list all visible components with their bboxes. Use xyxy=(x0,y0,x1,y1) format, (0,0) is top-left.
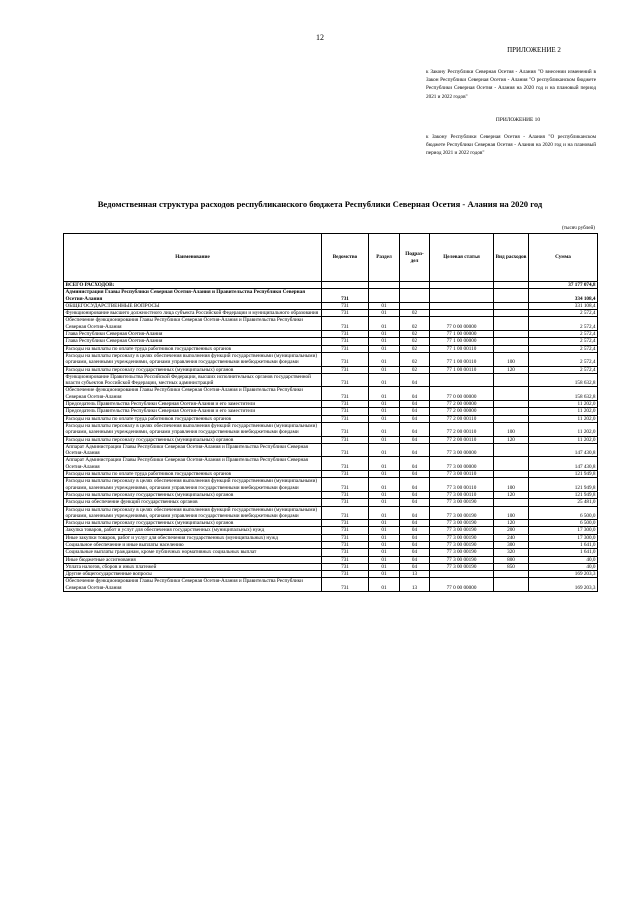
cell-name: Расходы на обеспечение функций государственных органов xyxy=(64,499,322,506)
cell-subsection: 04 xyxy=(400,387,430,401)
table-row xyxy=(64,436,598,443)
cell-subsection xyxy=(400,302,430,309)
cell-amount: 121 949,8 xyxy=(529,478,598,492)
cell-amount: 147 430,8 xyxy=(529,443,598,457)
cell-expense-type xyxy=(494,415,529,422)
cell-subsection: 04 xyxy=(400,556,430,563)
cell-target-article: 77 3 00 00190 xyxy=(430,556,494,563)
cell-subsection: 02 xyxy=(400,366,430,373)
cell-amount: 121 949,8 xyxy=(529,471,598,478)
table-row xyxy=(64,541,598,548)
cell-target-article xyxy=(430,373,494,387)
cell-expense-type: 100 xyxy=(494,422,529,436)
table-row xyxy=(64,478,598,492)
cell-name: Аппарат Администрации Главы Республики Северная Осетия-Алания и Правительства Республики Северная Осетия-Алания xyxy=(64,443,322,457)
cell-department: 731 xyxy=(322,338,369,345)
appendix-note-budget-law: к Закону Республики Северная Осетия - Алания "О республиканском бюджете Республики Северная Осетия - Алания на 2020 год и на плановый период 2021 и 2022 годов" xyxy=(426,134,596,157)
header-department: Ведомство xyxy=(322,234,369,282)
cell-subsection: 04 xyxy=(400,401,430,408)
cell-amount: 1 641,0 xyxy=(529,541,598,548)
cell-subsection: 02 xyxy=(400,331,430,338)
cell-department: 731 xyxy=(322,289,369,303)
cell-target-article xyxy=(430,282,494,289)
cell-department: 731 xyxy=(322,571,369,578)
cell-section: 01 xyxy=(369,571,400,578)
table-row xyxy=(64,302,598,309)
cell-amount: 2 572,4 xyxy=(529,352,598,366)
cell-amount: 11 202,0 xyxy=(529,415,598,422)
cell-department: 731 xyxy=(322,401,369,408)
cell-name: Председатель Правительства Республики Северная Осетия-Алания и его заместители xyxy=(64,408,322,415)
cell-amount: 17 300,0 xyxy=(529,527,598,534)
cell-section: 01 xyxy=(369,302,400,309)
cell-amount: 6 500,0 xyxy=(529,520,598,527)
cell-name: Расходы на выплаты по оплате труда работников государственных органов xyxy=(64,415,322,422)
cell-subsection: 04 xyxy=(400,491,430,498)
cell-department: 731 xyxy=(322,387,369,401)
cell-name: Функционирование высшего должностного лица субъекта Российской Федерации и муниципального образования xyxy=(64,310,322,317)
cell-department: 731 xyxy=(322,415,369,422)
cell-target-article: 77 2 00 00110 xyxy=(430,436,494,443)
cell-name: Обеспечение функционирования Главы Республики Северная Осетия-Алания и Правительства Республики Северная Осетия-Алания xyxy=(64,317,322,331)
cell-amount: 2 572,4 xyxy=(529,345,598,352)
cell-name: Иные бюджетные ассигнования xyxy=(64,556,322,563)
cell-expense-type xyxy=(494,338,529,345)
table-row xyxy=(64,289,598,303)
cell-name: Обеспечение функционирования Главы Республики Северная Осетия-Алания и Правительства Республики Северная Осетия-Алания xyxy=(64,387,322,401)
table-row xyxy=(64,571,598,578)
appendix-subtitle: ПРИЛОЖЕНИЕ 10 xyxy=(495,117,541,123)
cell-section: 01 xyxy=(369,422,400,436)
cell-target-article: 77 1 00 00110 xyxy=(430,352,494,366)
cell-department: 731 xyxy=(322,310,369,317)
table-row xyxy=(64,373,598,387)
cell-subsection: 02 xyxy=(400,352,430,366)
cell-target-article: 77 3 00 00190 xyxy=(430,499,494,506)
cell-section: 01 xyxy=(369,471,400,478)
table-row xyxy=(64,534,598,541)
cell-name: Уплата налогов, сборов и иных платежей xyxy=(64,563,322,570)
cell-subsection: 04 xyxy=(400,499,430,506)
cell-section: 01 xyxy=(369,491,400,498)
appendix-title: ПРИЛОЖЕНИЕ 2 xyxy=(507,46,561,54)
cell-amount: 331 108,4 xyxy=(529,302,598,309)
cell-section: 01 xyxy=(369,436,400,443)
cell-expense-type xyxy=(494,373,529,387)
cell-subsection: 04 xyxy=(400,534,430,541)
cell-expense-type xyxy=(494,289,529,303)
cell-amount: 169 203,3 xyxy=(529,571,598,578)
cell-subsection: 04 xyxy=(400,408,430,415)
cell-section xyxy=(369,282,400,289)
budget-table xyxy=(63,233,598,592)
cell-section: 01 xyxy=(369,408,400,415)
cell-expense-type xyxy=(494,578,529,592)
cell-name: Иные закупки товаров, работ и услуг для обеспечения государственных (муниципальных) нужд xyxy=(64,534,322,541)
cell-expense-type xyxy=(494,457,529,471)
cell-amount: 2 572,4 xyxy=(529,366,598,373)
cell-expense-type xyxy=(494,310,529,317)
table-row xyxy=(64,556,598,563)
table-body xyxy=(64,282,598,592)
cell-department: 731 xyxy=(322,366,369,373)
table-header-row xyxy=(64,234,598,282)
cell-department: 731 xyxy=(322,317,369,331)
cell-name: Расходы на выплаты персоналу в целях обеспечения выполнения функций государственными (муниципальными) органами, казенными учреждениями, органами управления государственными внебюджетными фондами xyxy=(64,352,322,366)
cell-amount: 158 632,8 xyxy=(529,387,598,401)
cell-department: 731 xyxy=(322,478,369,492)
cell-department: 731 xyxy=(322,534,369,541)
cell-section: 01 xyxy=(369,541,400,548)
cell-amount: 2 572,4 xyxy=(529,338,598,345)
cell-target-article: 77 3 00 00190 xyxy=(430,527,494,534)
cell-expense-type: 850 xyxy=(494,563,529,570)
cell-subsection: 04 xyxy=(400,443,430,457)
cell-subsection: 04 xyxy=(400,415,430,422)
table-row xyxy=(64,457,598,471)
cell-subsection xyxy=(400,282,430,289)
cell-section: 01 xyxy=(369,457,400,471)
cell-subsection: 02 xyxy=(400,310,430,317)
cell-amount: 40,0 xyxy=(529,563,598,570)
cell-subsection: 04 xyxy=(400,506,430,520)
cell-subsection: 04 xyxy=(400,422,430,436)
cell-name: Расходы на выплаты персоналу государственных (муниципальных) органов xyxy=(64,491,322,498)
cell-expense-type xyxy=(494,302,529,309)
table-row xyxy=(64,345,598,352)
table-row xyxy=(64,471,598,478)
cell-department: 731 xyxy=(322,549,369,556)
table-row xyxy=(64,387,598,401)
cell-section: 01 xyxy=(369,352,400,366)
cell-amount: 1 641,0 xyxy=(529,549,598,556)
cell-department xyxy=(322,282,369,289)
cell-amount: 11 202,0 xyxy=(529,408,598,415)
cell-section: 01 xyxy=(369,415,400,422)
table-row xyxy=(64,338,598,345)
cell-amount: 11 202,0 xyxy=(529,422,598,436)
cell-subsection: 13 xyxy=(400,578,430,592)
table-row xyxy=(64,563,598,570)
cell-subsection: 04 xyxy=(400,520,430,527)
cell-department: 731 xyxy=(322,578,369,592)
cell-section: 01 xyxy=(369,578,400,592)
cell-name: Расходы на выплаты по оплате труда работников государственных органов xyxy=(64,471,322,478)
cell-amount: 169 203,3 xyxy=(529,578,598,592)
cell-target-article: 77 2 00 00110 xyxy=(430,422,494,436)
cell-department: 731 xyxy=(322,491,369,498)
cell-expense-type xyxy=(494,317,529,331)
cell-target-article: 77 2 00 00000 xyxy=(430,401,494,408)
cell-target-article: 77 3 00 00190 xyxy=(430,563,494,570)
cell-name: Социальное обеспечение и иные выплаты населению xyxy=(64,541,322,548)
cell-expense-type: 240 xyxy=(494,534,529,541)
cell-section: 01 xyxy=(369,549,400,556)
table-row xyxy=(64,443,598,457)
cell-section: 01 xyxy=(369,556,400,563)
cell-expense-type: 100 xyxy=(494,478,529,492)
cell-name: Аппарат Администрации Главы Республики Северная Осетия-Алания и Правительства Республики Северная Осетия-Алания xyxy=(64,457,322,471)
table-row xyxy=(64,527,598,534)
cell-section: 01 xyxy=(369,506,400,520)
cell-amount: 37 177 074,8 xyxy=(529,282,598,289)
cell-department: 731 xyxy=(322,302,369,309)
cell-section: 01 xyxy=(369,317,400,331)
header-expense-type: Вид расходов xyxy=(494,234,529,282)
table-row xyxy=(64,520,598,527)
table-row xyxy=(64,506,598,520)
cell-amount: 11 202,0 xyxy=(529,401,598,408)
cell-section: 01 xyxy=(369,443,400,457)
cell-section: 01 xyxy=(369,331,400,338)
cell-subsection: 04 xyxy=(400,471,430,478)
cell-name: Обеспечение функционирования Главы Республики Северная Осетия-Алания и Правительства Республики Северная Осетия-Алания xyxy=(64,578,322,592)
cell-section: 01 xyxy=(369,534,400,541)
header-amount: Сумма xyxy=(529,234,598,282)
table-row xyxy=(64,422,598,436)
cell-target-article: 77 3 00 00190 xyxy=(430,534,494,541)
cell-department: 731 xyxy=(322,352,369,366)
cell-target-article: 77 3 00 00190 xyxy=(430,541,494,548)
table-row xyxy=(64,499,598,506)
cell-department: 731 xyxy=(322,471,369,478)
cell-target-article: 77 1 00 00000 xyxy=(430,331,494,338)
cell-department: 731 xyxy=(322,436,369,443)
cell-expense-type: 100 xyxy=(494,352,529,366)
cell-name: Администрация Главы Республики Северная Осетия-Алания и Правительства Республики Северная Осетия-Алания xyxy=(64,289,322,303)
cell-department: 731 xyxy=(322,422,369,436)
units-label: (тысяч рублей) xyxy=(561,225,595,231)
cell-department: 731 xyxy=(322,408,369,415)
cell-target-article xyxy=(430,302,494,309)
cell-target-article: 77 0 00 00000 xyxy=(430,387,494,401)
cell-section: 01 xyxy=(369,563,400,570)
cell-name: Социальные выплаты гражданам, кроме публичных нормативных социальных выплат xyxy=(64,549,322,556)
header-name: Наименование xyxy=(64,234,322,282)
cell-expense-type xyxy=(494,499,529,506)
cell-target-article: 77 3 00 00190 xyxy=(430,520,494,527)
table-row xyxy=(64,282,598,289)
cell-section: 01 xyxy=(369,345,400,352)
cell-section: 01 xyxy=(369,527,400,534)
cell-name: Председатель Правительства Республики Северная Осетия-Алания и его заместители xyxy=(64,401,322,408)
cell-subsection: 13 xyxy=(400,571,430,578)
cell-department: 731 xyxy=(322,457,369,471)
cell-subsection: 04 xyxy=(400,563,430,570)
cell-name: Расходы на выплаты персоналу в целях обеспечения выполнения функций государственными (муниципальными) органами, казенными учреждениями, органами управления государственными внебюджетными фондами xyxy=(64,422,322,436)
cell-target-article: 77 3 00 00000 xyxy=(430,443,494,457)
table-row xyxy=(64,578,598,592)
cell-amount: 147 430,8 xyxy=(529,457,598,471)
cell-subsection: 04 xyxy=(400,436,430,443)
cell-name: Расходы на выплаты персоналу государственных (муниципальных) органов xyxy=(64,436,322,443)
cell-subsection: 02 xyxy=(400,338,430,345)
cell-amount: 25 481,0 xyxy=(529,499,598,506)
cell-target-article: 77 3 00 00110 xyxy=(430,478,494,492)
cell-target-article: 77 3 00 00110 xyxy=(430,471,494,478)
cell-target-article: 77 1 00 00110 xyxy=(430,366,494,373)
cell-section: 01 xyxy=(369,401,400,408)
cell-section: 01 xyxy=(369,499,400,506)
page-number: 12 xyxy=(316,33,324,42)
cell-section: 01 xyxy=(369,310,400,317)
table-row xyxy=(64,491,598,498)
cell-name: Функционирование Правительства Российской Федерации, высших исполнительных органов государственной власти субъектов Российской Федерации, местных администраций xyxy=(64,373,322,387)
table-row xyxy=(64,352,598,366)
cell-expense-type: 300 xyxy=(494,541,529,548)
cell-amount: 2 572,4 xyxy=(529,310,598,317)
cell-expense-type: 120 xyxy=(494,436,529,443)
table-row xyxy=(64,549,598,556)
cell-expense-type xyxy=(494,443,529,457)
cell-department: 731 xyxy=(322,331,369,338)
cell-target-article xyxy=(430,310,494,317)
cell-target-article: 77 3 00 00110 xyxy=(430,491,494,498)
cell-amount: 17 300,0 xyxy=(529,534,598,541)
cell-target-article: 77 0 00 00000 xyxy=(430,578,494,592)
cell-amount: 11 202,0 xyxy=(529,436,598,443)
cell-section: 01 xyxy=(369,373,400,387)
cell-expense-type xyxy=(494,282,529,289)
cell-target-article: 77 2 00 00110 xyxy=(430,415,494,422)
cell-target-article: 77 3 00 00000 xyxy=(430,457,494,471)
cell-expense-type: 800 xyxy=(494,556,529,563)
table-row xyxy=(64,408,598,415)
cell-amount: 121 949,8 xyxy=(529,491,598,498)
cell-target-article: 77 1 00 00110 xyxy=(430,345,494,352)
cell-section: 01 xyxy=(369,520,400,527)
cell-expense-type xyxy=(494,571,529,578)
cell-section xyxy=(369,289,400,303)
cell-name: Расходы на выплаты по оплате труда работников государственных органов xyxy=(64,345,322,352)
table-row xyxy=(64,331,598,338)
cell-amount: 6 500,0 xyxy=(529,506,598,520)
cell-department: 731 xyxy=(322,499,369,506)
table-row xyxy=(64,310,598,317)
cell-subsection xyxy=(400,289,430,303)
cell-expense-type xyxy=(494,471,529,478)
cell-target-article: 77 1 00 00000 xyxy=(430,338,494,345)
cell-section: 01 xyxy=(369,366,400,373)
appendix-note-amendment: к Закону Республики Северная Осетия - Алания "О внесении изменений в Закон Республики Северная Осетия - Алания "О республиканском бюджете Республики Северная Осетия - Алания на 2020 год и на плановый период 2021 и 2022 годов" xyxy=(426,69,596,100)
cell-name: Расходы на выплаты персоналу государственных (муниципальных) органов xyxy=(64,520,322,527)
cell-name: ВСЕГО РАСХОДОВ: xyxy=(64,282,322,289)
table-row xyxy=(64,401,598,408)
cell-department: 731 xyxy=(322,563,369,570)
cell-expense-type xyxy=(494,345,529,352)
cell-expense-type: 100 xyxy=(494,506,529,520)
cell-expense-type xyxy=(494,331,529,338)
cell-target-article: 77 3 00 00190 xyxy=(430,506,494,520)
cell-expense-type xyxy=(494,387,529,401)
cell-amount: 334 108,4 xyxy=(529,289,598,303)
cell-department: 731 xyxy=(322,527,369,534)
cell-expense-type xyxy=(494,401,529,408)
cell-subsection: 02 xyxy=(400,317,430,331)
cell-amount: 158 632,8 xyxy=(529,373,598,387)
cell-target-article: 77 2 00 00000 xyxy=(430,408,494,415)
cell-department: 731 xyxy=(322,443,369,457)
cell-target-article xyxy=(430,571,494,578)
table-row xyxy=(64,317,598,331)
cell-name: Расходы на выплаты персоналу в целях обеспечения выполнения функций государственными (муниципальными) органами, казенными учреждениями, органами управления государственными внебюджетными фондами xyxy=(64,506,322,520)
header-subsection: Подраз-дел xyxy=(400,234,430,282)
cell-name: Закупка товаров, работ и услуг для обеспечения государственных (муниципальных) нужд xyxy=(64,527,322,534)
cell-department: 731 xyxy=(322,506,369,520)
cell-amount: 40,0 xyxy=(529,556,598,563)
cell-section: 01 xyxy=(369,478,400,492)
cell-subsection: 04 xyxy=(400,527,430,534)
cell-expense-type: 120 xyxy=(494,366,529,373)
table-row xyxy=(64,415,598,422)
cell-expense-type: 200 xyxy=(494,527,529,534)
cell-department: 731 xyxy=(322,556,369,563)
cell-amount: 2 572,4 xyxy=(529,317,598,331)
cell-name: Расходы на выплаты персоналу в целях обеспечения выполнения функций государственными (муниципальными) органами, казенными учреждениями, органами управления государственными внебюджетными фондами xyxy=(64,478,322,492)
cell-expense-type xyxy=(494,408,529,415)
cell-subsection: 04 xyxy=(400,549,430,556)
cell-department: 731 xyxy=(322,541,369,548)
cell-subsection: 04 xyxy=(400,541,430,548)
cell-name: ОБЩЕГОСУДАРСТВЕННЫЕ ВОПРОСЫ xyxy=(64,302,322,309)
cell-expense-type: 120 xyxy=(494,491,529,498)
cell-subsection: 02 xyxy=(400,345,430,352)
cell-subsection: 04 xyxy=(400,457,430,471)
cell-name: Другие общегосударственные вопросы xyxy=(64,571,322,578)
cell-name: Глава Республики Северная Осетия-Алания xyxy=(64,338,322,345)
cell-amount: 2 572,4 xyxy=(529,331,598,338)
cell-subsection: 04 xyxy=(400,373,430,387)
cell-subsection: 04 xyxy=(400,478,430,492)
cell-expense-type: 120 xyxy=(494,520,529,527)
cell-section: 01 xyxy=(369,387,400,401)
table-row xyxy=(64,366,598,373)
header-section: Раздел xyxy=(369,234,400,282)
cell-department: 731 xyxy=(322,520,369,527)
cell-expense-type: 320 xyxy=(494,549,529,556)
cell-department: 731 xyxy=(322,373,369,387)
cell-target-article: 77 3 00 00190 xyxy=(430,549,494,556)
document-title: Ведомственная структура расходов республиканского бюджета Республики Северная Осетия - Алания на 2020 год xyxy=(97,199,543,209)
header-target-article: Целевая статья xyxy=(430,234,494,282)
cell-name: Глава Республики Северная Осетия-Алания xyxy=(64,331,322,338)
cell-department: 731 xyxy=(322,345,369,352)
cell-target-article xyxy=(430,289,494,303)
cell-section: 01 xyxy=(369,338,400,345)
cell-target-article: 77 0 00 00000 xyxy=(430,317,494,331)
cell-name: Расходы на выплаты персоналу государственных (муниципальных) органов xyxy=(64,366,322,373)
